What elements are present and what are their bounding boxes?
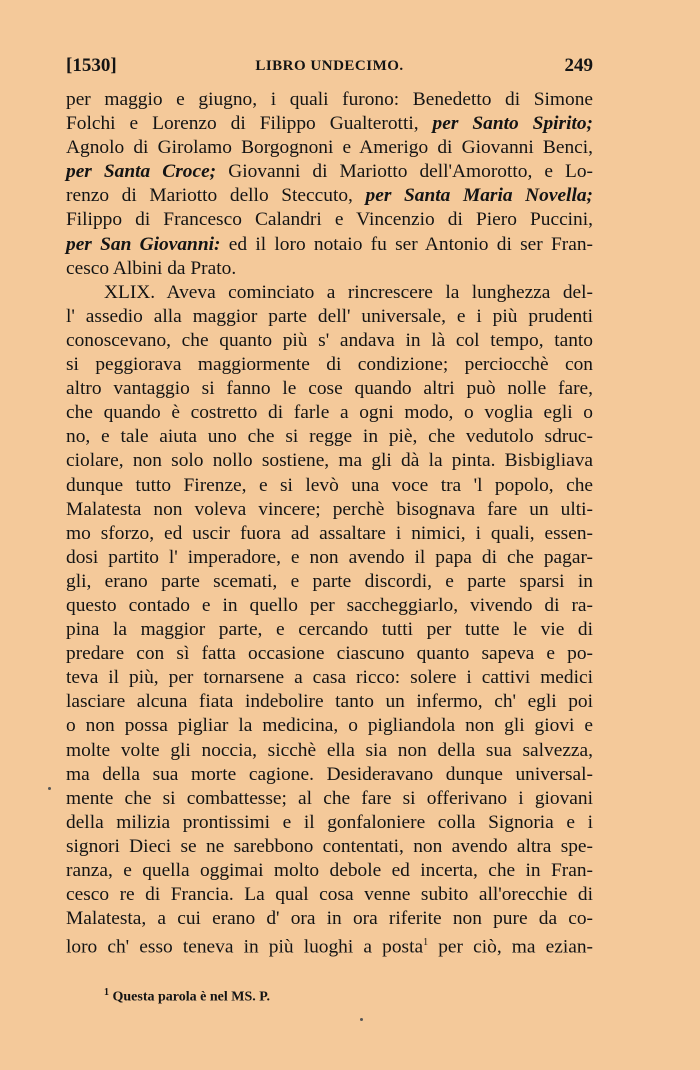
text-line	[66, 931, 593, 958]
footnote-text: Questa parola è nel MS. P.	[112, 989, 271, 1005]
text-line	[66, 763, 593, 787]
text-run: per ciò, ma ezian-	[428, 936, 593, 958]
text-run: cesco re di Francia. La qual cosa venne subito all'orecchie di	[66, 884, 593, 906]
footnote	[104, 987, 270, 1006]
text-run: Giovanni di Mariotto dell'Amorotto, e Lo-	[216, 161, 593, 183]
page-number: 249	[564, 55, 593, 76]
text-run: signori Dieci se ne sarebbono contentati, non avendo altra spe-	[66, 835, 593, 857]
text-run: renzo di Mariotto dello Steccuto,	[66, 185, 366, 207]
text-line	[66, 449, 593, 473]
text-line	[66, 787, 593, 811]
text-line	[66, 594, 593, 618]
text-line	[66, 835, 593, 859]
text-run: teva il più, per tornarsene a casa ricco: solere i cattivi medici	[66, 667, 593, 689]
text-run: Agnolo di Girolamo Borgognoni e Amerigo di Giovanni Benci,	[66, 137, 593, 159]
text-run: mo sforzo, ed uscir fuora ad assaltare i nimici, i quali, essen-	[66, 522, 593, 544]
text-line	[66, 739, 593, 763]
text-run: conoscevano, che quanto più s' andava in là col tempo, tanto	[66, 329, 593, 351]
text-run: dunque tutto Firenze, e si levò una voce tra 'l popolo, che	[66, 474, 593, 496]
body-text	[66, 88, 594, 958]
text-run: pina la maggior parte, e cercando tutti per tutte le vie di	[66, 619, 593, 641]
text-run: predare con sì fatta occasione ciascuno quanto sapeva e po-	[66, 643, 593, 665]
text-line	[66, 522, 593, 546]
text-line	[66, 546, 593, 570]
text-line	[66, 305, 593, 329]
text-run: o non possa pigliar la medicina, o pigliandola non gli giovi e	[66, 715, 593, 737]
text-run: per maggio e giugno, i quali furono: Benedetto di Simone	[66, 89, 593, 110]
text-run: Malatesta, a cui erano d' ora in ora riferite non pure da co-	[66, 908, 593, 930]
text-run: mente che si combattesse; al che fare si offerivano i giovani	[66, 787, 593, 809]
text-run: Folchi e Lorenzo di Filippo Gualterotti,	[66, 113, 433, 135]
text-run: l' assedio alla maggior parte dell' universale, e i più prudenti	[66, 305, 593, 327]
text-line	[66, 570, 593, 594]
header-title: LIBRO UNDECIMO.	[255, 58, 404, 74]
text-line	[66, 474, 593, 498]
text-line	[66, 257, 593, 281]
text-line	[66, 329, 593, 353]
text-line	[66, 907, 593, 931]
italic-run: per Santo Spirito;	[432, 113, 593, 135]
text-run: questo contado e in quello per saccheggiarlo, vivendo di ra-	[66, 594, 593, 616]
text-line	[66, 859, 593, 883]
text-run: no, e tale aiuta uno che si regge in piè, che vedutolo sdruc-	[66, 426, 593, 448]
text-line	[66, 208, 593, 232]
text-run: cesco Albini da Prato.	[66, 257, 237, 279]
text-line	[66, 160, 593, 184]
text-run: Filippo di Francesco Calandri e Vincenzio di Piero Puccini,	[66, 209, 593, 231]
text-line	[66, 498, 593, 522]
text-line	[66, 233, 593, 257]
text-line	[66, 377, 593, 401]
text-run: che quando è costretto di farle a ogni modo, o voglia egli o	[66, 402, 593, 424]
text-line	[66, 88, 593, 112]
text-run: ranza, e quella oggimai molto debole ed incerta, che in Fran-	[66, 860, 593, 881]
italic-run: per San Giovanni:	[66, 233, 221, 255]
text-run: si peggiorava maggiormente di condizione; perciocchè con	[66, 354, 593, 376]
header-year: [1530]	[66, 55, 117, 76]
text-line	[66, 184, 593, 208]
footnote-ref: 1	[423, 937, 429, 949]
italic-run: per Santa Croce;	[66, 161, 217, 183]
text-run: molte volte gli noccia, sicchè ella sia non della sua salvezza,	[66, 739, 593, 761]
text-line	[66, 353, 593, 377]
running-header	[66, 52, 593, 80]
text-run: ed il loro notaio fu ser Antonio di ser Fran-	[220, 233, 594, 255]
text-run: ciolare, non solo nollo sostiene, ma gli dà la pinta. Bisbigliava	[66, 450, 593, 472]
text-line	[66, 690, 593, 714]
text-run: loro ch' esso teneva in più luoghi a posta	[66, 936, 424, 958]
text-line	[66, 401, 593, 425]
text-run: altro vantaggio si fanno le cose quando altri può nolle fare,	[66, 378, 593, 400]
text-line	[66, 642, 593, 666]
text-line	[66, 811, 593, 835]
text-line	[66, 281, 593, 305]
text-line	[66, 425, 593, 449]
ink-speck	[360, 1018, 363, 1021]
text-run: Malatesta non voleva vincere; perchè bisognava fare un ulti-	[66, 498, 593, 520]
text-line	[66, 883, 593, 907]
ink-speck	[48, 787, 51, 790]
text-line	[66, 136, 593, 160]
text-run: XLIX. Aveva cominciato a rincrescere la lunghezza del-	[104, 281, 593, 303]
footnote-marker: 1	[104, 987, 109, 998]
italic-run: per Santa Maria Novella;	[365, 185, 593, 207]
text-line	[66, 112, 593, 136]
text-run: dosi partito l' imperadore, e non avendo il papa di che pagar-	[66, 546, 593, 568]
text-line	[66, 714, 593, 738]
text-line	[66, 666, 593, 690]
text-run: lasciare alcuna fiata indebolire tanto un infermo, ch' egli poi	[66, 691, 593, 713]
text-run: ma della sua morte cagione. Desideravano dunque universal-	[66, 763, 593, 785]
text-run: gli, erano parte scemati, e parte discordi, e parte sparsi in	[66, 570, 593, 592]
text-line	[66, 618, 593, 642]
page	[66, 52, 594, 958]
text-run: della milizia prontissimi e il gonfaloniere colla Signoria e i	[66, 811, 593, 833]
